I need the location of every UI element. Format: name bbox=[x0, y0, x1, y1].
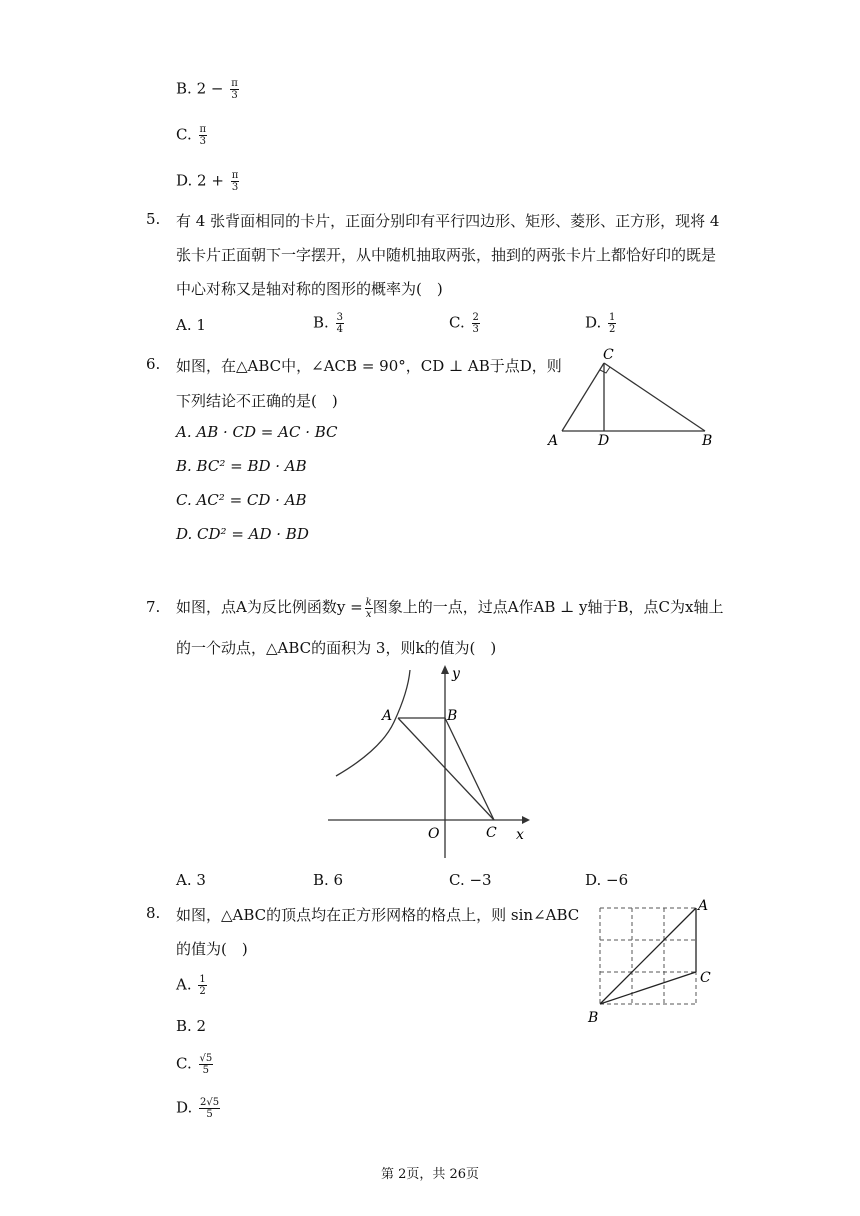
q7-label-x: x bbox=[516, 827, 524, 843]
q6-label-a: A bbox=[548, 433, 559, 449]
q7-label-y: y bbox=[452, 666, 460, 682]
q5-text-line1: 有 4 张背面相同的卡片，正面分别印有平行四边形、矩形、菱形、正方形，现将 4 bbox=[176, 212, 720, 230]
q7-option-a: A. 3 bbox=[176, 871, 206, 889]
q7-y-arrow bbox=[441, 665, 449, 674]
q5-option-d: D. $\frac{1}{2}$ bbox=[585, 312, 616, 335]
q6-side-bc bbox=[604, 363, 705, 431]
q8-label-c: C bbox=[700, 970, 711, 986]
q5-option-b: B. $\frac{3}{4}$ bbox=[313, 312, 343, 335]
q6-option-a: A. AB · CD = AC · BC bbox=[176, 423, 338, 441]
q7-hyperbola-branch bbox=[336, 670, 410, 776]
q6-triangle-figure bbox=[540, 345, 720, 453]
q8-number: 8. bbox=[146, 904, 161, 922]
q6-text-line2: 下列结论不正确的是( ) bbox=[176, 392, 338, 410]
q8-grid-figure bbox=[584, 896, 714, 1028]
page-footer: 第 2页，共 26页 bbox=[380, 1167, 480, 1182]
q8-option-d: D. $\frac{2√5}{5}$ bbox=[176, 1097, 220, 1120]
q7-option-b: B. 6 bbox=[313, 871, 344, 889]
q4-option-d: D. 2 + $\frac{\pi}{3}$ bbox=[176, 170, 239, 193]
q4-option-b: B. 2 − $\frac{\pi}{3}$ bbox=[176, 78, 238, 101]
q5-text-line2: 张卡片正面朝下一字摆开，从中随机抽取两张，抽到的两张卡片上都恰好印的既是 bbox=[176, 246, 717, 264]
q6-label-d: D bbox=[598, 433, 610, 449]
q5-option-c: C. $\frac{2}{3}$ bbox=[449, 312, 479, 335]
q7-text-line2: 的一个动点，△ABC的面积为 3，则k的值为( ) bbox=[176, 639, 497, 657]
q7-label-o: O bbox=[428, 826, 440, 842]
q6-option-d: D. CD² = AD · BD bbox=[176, 525, 309, 543]
q7-segment-ac bbox=[398, 718, 494, 820]
q8-segment-bc bbox=[600, 972, 696, 1004]
q6-label-c: C bbox=[603, 347, 614, 363]
q6-option-c: C. AC² = CD · AB bbox=[176, 491, 307, 509]
q4-option-c: C. $\frac{\pi}{3}$ bbox=[176, 124, 207, 147]
q8-label-a: A bbox=[698, 898, 709, 914]
q7-x-arrow bbox=[522, 816, 530, 824]
q8-text-line2: 的值为( ) bbox=[176, 940, 248, 958]
q7-segment-bc bbox=[445, 718, 494, 820]
q8-option-a: A. $\frac{1}{2}$ bbox=[176, 974, 206, 997]
q7-number: 7. bbox=[146, 598, 161, 616]
q7-coordinate-figure bbox=[326, 662, 532, 862]
q8-label-b: B bbox=[588, 1010, 599, 1026]
q7-option-d: D. −6 bbox=[585, 871, 629, 889]
q8-option-c: C. $\frac{√5}{5}$ bbox=[176, 1053, 213, 1076]
q7-option-c: C. −3 bbox=[449, 871, 492, 889]
q8-segment-ba bbox=[600, 908, 696, 1004]
q7-label-c: C bbox=[486, 825, 497, 841]
q7-label-b: B bbox=[447, 708, 458, 724]
q6-label-b: B bbox=[702, 433, 713, 449]
q6-text-line1: 如图，在△ABC中，∠ACB = 90°，CD ⊥ AB于点D，则 bbox=[176, 357, 562, 375]
q5-option-a: A. 1 bbox=[176, 316, 206, 334]
q6-side-ac bbox=[562, 363, 604, 431]
q7-text-line1: 如图，点A为反比例函数y = $\frac{k}{x}$ 图象上的一点，过点A作AB ⊥ y轴于B，点C为x轴上 bbox=[176, 596, 724, 620]
q7-label-a: A bbox=[382, 708, 393, 724]
q5-text-line3: 中心对称又是轴对称的图形的概率为( ) bbox=[176, 280, 443, 298]
q8-option-b: B. 2 bbox=[176, 1017, 207, 1035]
q5-number: 5. bbox=[146, 210, 161, 228]
q6-option-b: B. BC² = BD · AB bbox=[176, 457, 307, 475]
q8-text-line1: 如图，△ABC的顶点均在正方形网格的格点上，则 sin∠ABC bbox=[176, 906, 580, 924]
q6-number: 6. bbox=[146, 355, 161, 373]
